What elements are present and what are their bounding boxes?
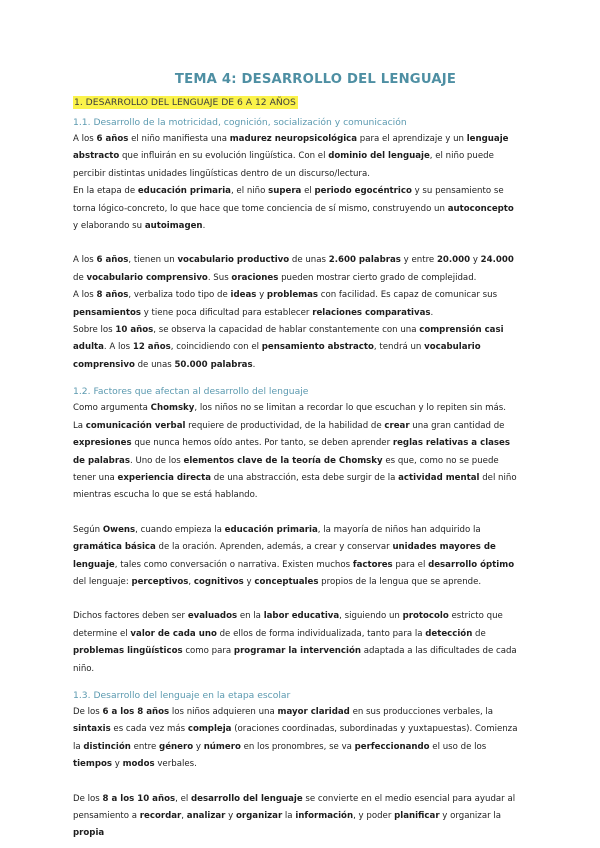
bold-term: elementos clave de la teoría de Chomsky [183, 455, 383, 466]
bold-term: perfeccionando [354, 741, 430, 752]
bold-term: conceptuales [254, 576, 319, 587]
bold-term: vocabulario comprensivo [86, 272, 208, 283]
bold-term: periodo egocéntrico [314, 186, 412, 197]
bold-term: modos [122, 759, 155, 770]
bold-term: labor educativa [263, 611, 340, 622]
bold-term: planificar [394, 811, 440, 821]
bold-term: 6 años [96, 255, 129, 266]
bold-term: dominio del lenguaje [328, 151, 430, 162]
page-title: TEMA 4: DESARROLLO DEL LENGUAJE [174, 72, 457, 87]
bold-term: educación primaria [137, 186, 231, 197]
bold-term: vocabulario productivo [177, 255, 290, 266]
bold-term: crear [384, 420, 410, 431]
section-heading [73, 93, 518, 110]
bold-term: 10 años [115, 325, 154, 336]
bold-term: expresiones [73, 438, 132, 449]
paragraph: Como argumenta Chomsky, los niños no se limitan a recordar lo que escuchan y lo repiten sin más. La comunicación verbal requiere de productividad, de la habilidad de crear una gran cantidad de expresiones que nunca hemos oído antes. Por tanto, se deben aprender reglas relativas a clases de palabras. Uno de los elementos clave de la teoría de Chomsky es que, como no se puede tener una experiencia directa de una abstracción, esta debe surgir de la actividad mental del niño mientras escucha lo que se está hablando. [73, 403, 517, 501]
bold-term: 8 a los 10 años [102, 793, 176, 804]
bold-term: Chomsky [150, 403, 195, 414]
bold-term: 50.000 palabras [174, 359, 253, 370]
subsection-heading-1-1: 1.1. Desarrollo de la motricidad, cognición, socialización y comunicación [73, 117, 407, 128]
subsection-heading-1-3: 1.3. Desarrollo del lenguaje en la etapa escolar [73, 689, 291, 701]
bold-term: sintaxis [73, 724, 111, 735]
bold-term: programar la intervención [233, 646, 361, 657]
section-heading-highlight: 1. DESARROLLO DEL LENGUAJE DE 6 A 12 AÑOS [74, 97, 296, 108]
bold-term: 12 años [132, 342, 171, 353]
subsection-heading-1-2: 1.2. Factores que afectan al desarrollo del lenguaje [73, 386, 309, 398]
paragraph: De los 6 a los 8 años los niños adquieren una mayor claridad en sus producciones verbales, la sintaxis es cada vez más compleja (oraciones coordinadas, subordinadas y yuxtapuestas). Comienza la distinción entre género y número en los pronombres, se va perfeccionando el uso de los tiempos y modos verbales. [73, 706, 518, 770]
bold-term: pensamiento abstracto [261, 342, 374, 353]
bold-term: cognitivos [193, 576, 244, 587]
paragraph: A los 6 años el niño manifiesta una madurez neuropsicológica para el aprendizaje y un lenguaje abstracto que influirán en su evolución lingüística. Con el dominio del lenguaje, el niño puede percibir distintas unidades lingüísticas dentro de un discurso/lectura. [73, 134, 509, 179]
bold-term: propia [73, 828, 105, 839]
paragraph: Según Owens, cuando empieza la educación primaria, la mayoría de niños han adquirido la gramática básica de la oración. Aprenden, además, a crear y conservar unidades mayores de lenguaje, tales como conversación o narrativa. Existen muchos factores para el desarrollo óptimo del lenguaje: perceptivos, cognitivos y conceptuales propios de la lengua que se aprende. [73, 524, 515, 587]
bold-term: experiencia directa [117, 472, 212, 483]
bold-term: detección [425, 628, 473, 639]
bold-term: problemas [266, 290, 319, 301]
bold-term: mayor claridad [277, 706, 350, 717]
bold-term: 8 años [96, 290, 129, 301]
bold-term: factores [352, 559, 393, 570]
bold-term: gramática básica [73, 542, 156, 553]
paragraph: A los 6 años, tienen un vocabulario productivo de unas 2.600 palabras y entre 20.000 y 24.000 de vocabulario comprensivo. Sus oraciones pueden mostrar cierto grado de complejidad. [73, 255, 514, 283]
bold-term: organizar [235, 811, 283, 821]
bold-term: valor de cada uno [130, 628, 217, 639]
bold-term: lenguaje abstracto [73, 134, 509, 162]
bold-term: pensamientos [73, 307, 141, 318]
bold-term: desarrollo óptimo [428, 559, 515, 570]
bold-term: comprensión casi adulta [73, 325, 504, 353]
bold-term: unidades mayores de lenguaje [73, 542, 496, 570]
bold-term: actividad mental [398, 472, 480, 483]
bold-term: analizar [186, 811, 226, 821]
bold-term: 24.000 [480, 255, 514, 266]
bold-term: supera [268, 186, 302, 197]
bold-term: vocabulario comprensivo [73, 342, 481, 370]
paragraph: Dichos factores deben ser evaluados en la labor educativa, siguiendo un protocolo estricto que determine el valor de cada uno de ellos de forma individualizada, tanto para la detección de problemas lingüísticos como para programar la intervención adaptada a las dificultades de cada niño. [73, 611, 517, 674]
bold-term: protocolo [402, 611, 449, 622]
bold-term: información [295, 811, 354, 821]
bold-term: educación primaria [224, 524, 318, 535]
bold-term: ideas [230, 290, 257, 301]
bold-term: reglas relativas a clases de palabras [73, 438, 510, 466]
bold-term: desarrollo del lenguaje [190, 793, 303, 804]
bold-term: evaluados [187, 611, 238, 622]
bold-term: 20.000 [436, 255, 471, 266]
bold-term: compleja [187, 724, 232, 735]
bold-term: madurez neuropsicológica [229, 134, 358, 144]
paragraph: A los 8 años, verbaliza todo tipo de ideas y problemas con facilidad. Es capaz de comunicar sus pensamientos y tiene poca dificultad para establecer relaciones comparativas. [73, 290, 498, 318]
bold-term: tiempos [73, 759, 113, 770]
bold-term: problemas lingüísticos [73, 646, 183, 657]
bold-term: autoconcepto [447, 203, 514, 214]
bold-term: 2.600 palabras [328, 255, 401, 266]
paragraph: En la etapa de educación primaria, el niño supera el periodo egocéntrico y su pensamiento se torna lógico-concreto, lo que hace que tome conciencia de sí mismo, construyendo un autoconcepto y elaborando su autoimagen. [73, 186, 514, 232]
bold-term: número [203, 741, 241, 752]
bold-term: recordar [139, 811, 182, 821]
bold-term: autoimagen [144, 221, 203, 232]
bold-term: distinción [83, 741, 131, 752]
paragraph: Sobre los 10 años, se observa la capacidad de hablar constantemente con una comprensión casi adulta. A los 12 años, coincidiendo con el pensamiento abstracto, tendrá un vocabulario comprensivo de unas 50.000 palabras. [73, 325, 504, 370]
bold-term: 6 años [96, 134, 129, 144]
bold-term: oraciones [231, 272, 279, 283]
bold-term: perceptivos [131, 576, 189, 587]
bold-term: Owens [102, 524, 136, 535]
bold-term: género [159, 741, 194, 752]
bold-term: 6 a los 8 años [102, 706, 170, 717]
bold-term: relaciones comparativas [312, 307, 431, 318]
paragraph: De los 8 a los 10 años, el desarrollo del lenguaje se convierte en el medio esencial para ayudar al pensamiento a recordar, analizar y organizar la información, y poder planificar y organizar la propia [73, 793, 516, 839]
bold-term: comunicación verbal [85, 420, 186, 431]
